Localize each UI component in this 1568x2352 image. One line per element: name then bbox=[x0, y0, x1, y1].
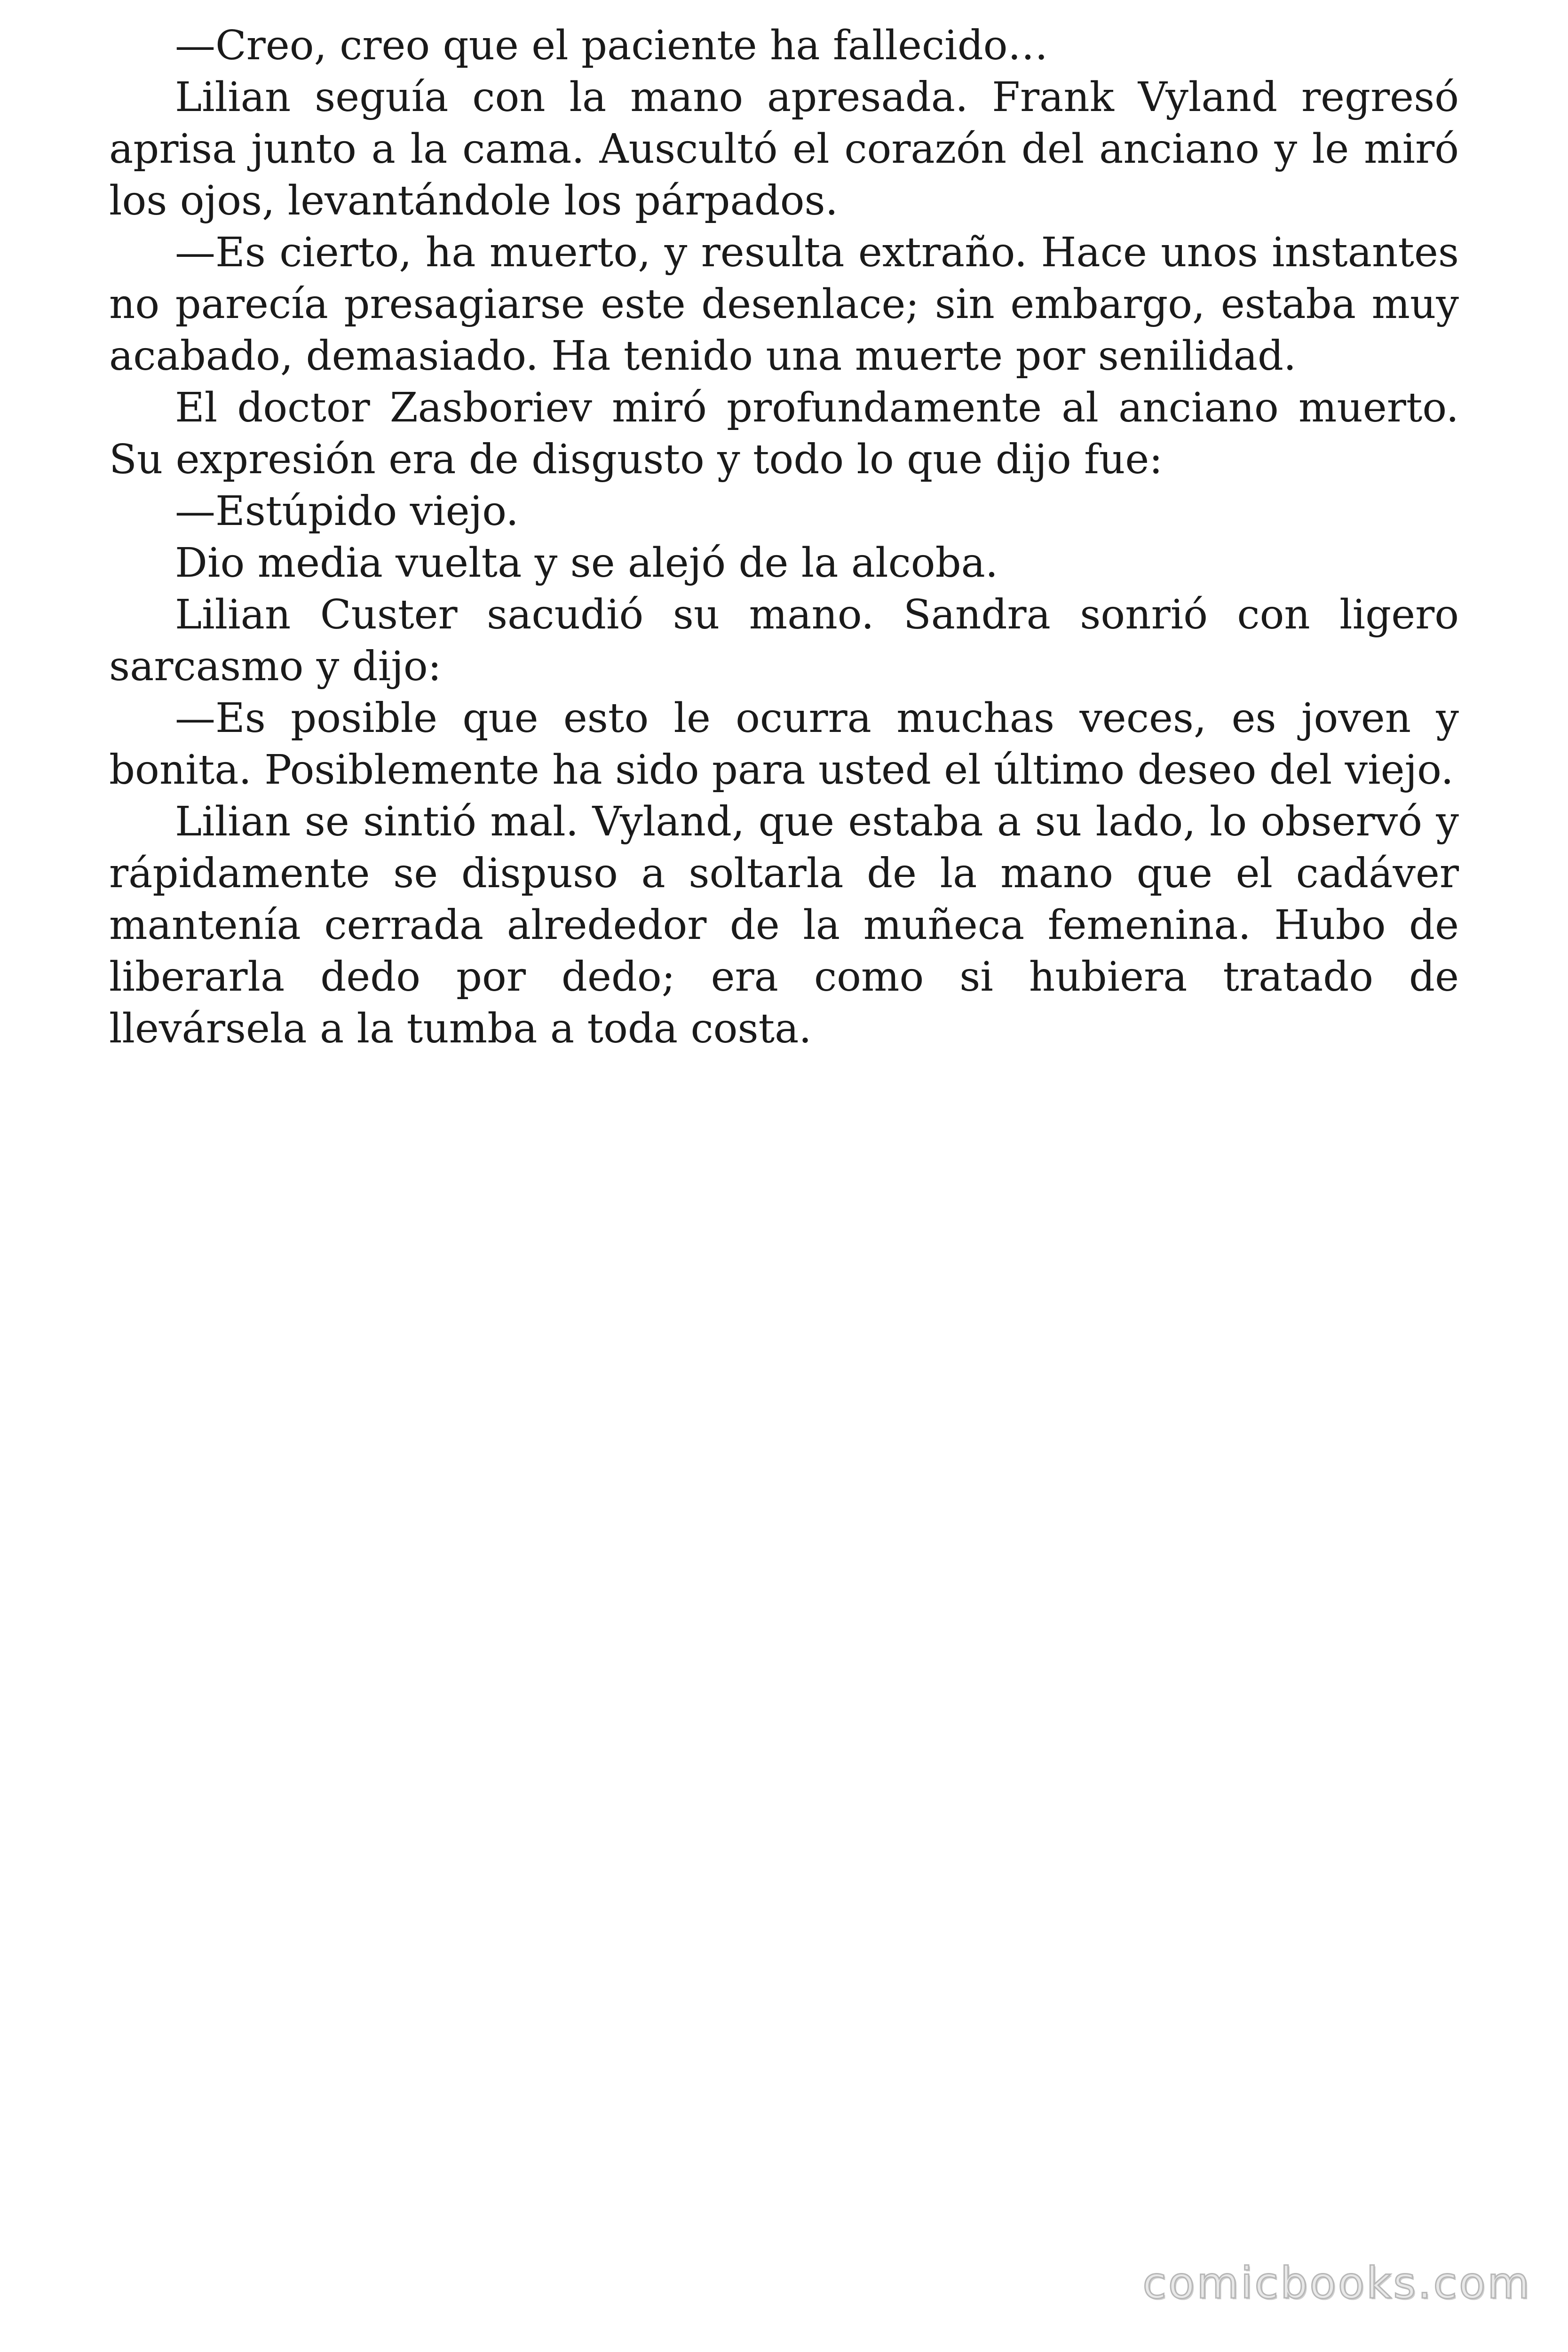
paragraph-3: —Es cierto, ha muerto, y resulta extraño. Hace unos instantes no parecía presagiarse este desenlace; sin embargo, estaba muy acabado, demasiado. Ha tenido una muerte por senilidad. bbox=[109, 229, 1459, 380]
paragraph-2: Lilian seguía con la mano apresada. Frank Vyland regresó aprisa junto a la cama. Auscultó el corazón del anciano y le miró los ojos, levantándole los párpados. bbox=[109, 74, 1459, 224]
paragraph-9: Lilian se sintió mal. Vyland, que estaba a su lado, lo observó y rápidamente se dispuso a soltarla de la mano que el cadáver mantenía cerrada alrededor de la muñeca femenina. Hubo de liberarla dedo por dedo; era como si hubiera tratado de llevársela a la tumba a toda costa. bbox=[109, 798, 1459, 1052]
paragraph-4: El doctor Zasboriev miró profundamente al anciano muerto. Su expresión era de disgusto y todo lo que dijo fue: bbox=[109, 384, 1459, 483]
site-watermark: comicbooks.com bbox=[1142, 2258, 1531, 2308]
paragraph-5: —Estúpido viejo. bbox=[175, 488, 519, 535]
paragraph-1: —Creo, creo que el paciente ha fallecido… bbox=[175, 22, 1048, 69]
paragraph-6: Dio media vuelta y se alejó de la alcoba. bbox=[175, 540, 998, 587]
paragraph-8: —Es posible que esto le ocurra muchas veces, es joven y bonita. Posiblemente ha sido para usted el último deseo del viejo. bbox=[109, 695, 1459, 794]
body-text bbox=[109, 20, 1459, 1055]
paragraph-7: Lilian Custer sacudió su mano. Sandra sonrió con ligero sarcasmo y dijo: bbox=[109, 591, 1459, 690]
